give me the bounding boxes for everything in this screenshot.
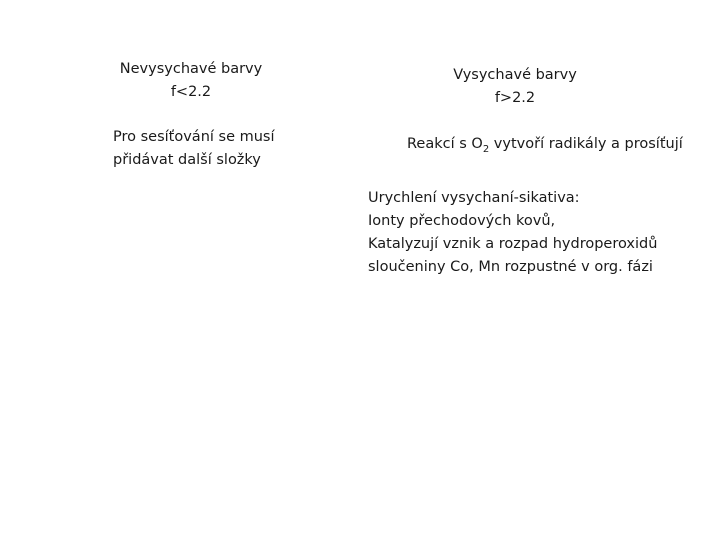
left-title: Nevysychavé barvy (119, 61, 263, 77)
right-title: Vysychavé barvy (453, 67, 577, 83)
left-note (113, 126, 275, 172)
siccative-line-3: Katalyzují vznik a rozpad hydroperoxidů (368, 236, 658, 252)
siccative-line-2: Ionty přechodových kovů, (368, 213, 556, 229)
left-note-line-2: přidávat další složky (113, 152, 261, 168)
left-value: f<2.2 (170, 84, 212, 100)
right-value: f>2.2 (494, 90, 536, 106)
left-heading (118, 58, 264, 104)
left-note-line-1: Pro sesíťování se musí (113, 129, 275, 145)
reaction-text-start: Reakcí s O (407, 136, 483, 152)
siccative-line-4: sloučeniny Co, Mn rozpustné v org. fázi (368, 259, 653, 275)
right-heading (452, 64, 578, 110)
siccative-line-1: Urychlení vysychaní-sikativa: (368, 190, 580, 206)
reaction-text-end: vytvoří radikály a prosíťují (489, 136, 683, 152)
oxygen-subscript: 2 (482, 144, 490, 155)
siccative-text (368, 187, 657, 279)
reaction-text (407, 133, 683, 157)
